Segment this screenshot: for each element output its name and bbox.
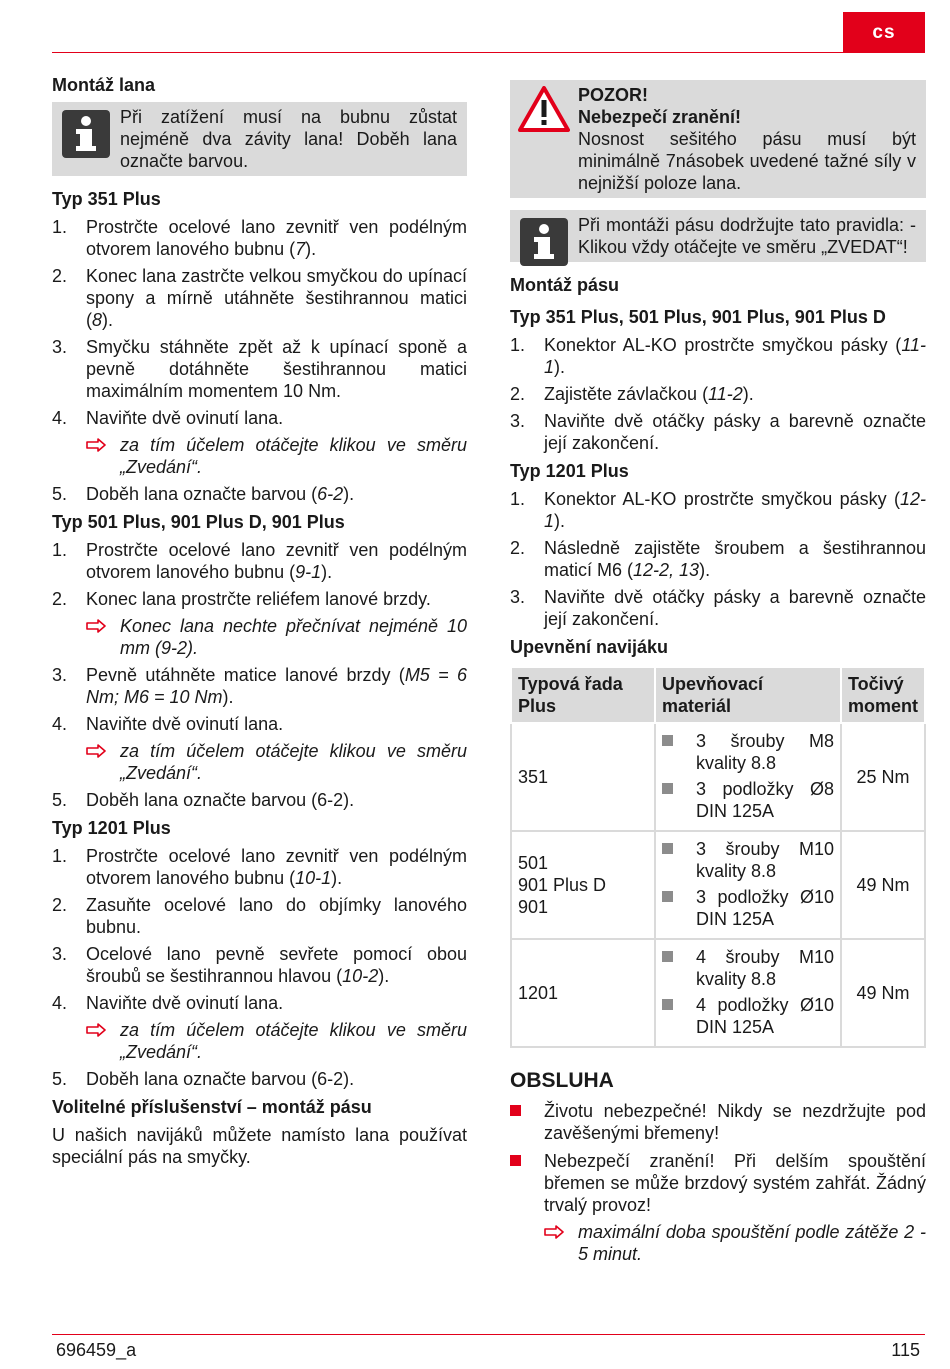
step-text-end: ).	[305, 239, 317, 259]
step-number: 5.	[52, 484, 68, 504]
list-item	[510, 1100, 926, 1144]
warning-text: Nosnost sešitého pásu musí být minimálně 7násobek uvedené tažné síly v nejnižší poloze lana.	[578, 129, 916, 193]
steps-351	[52, 216, 467, 505]
step-text: Pevně utáhněte matice lanové brzdy (	[86, 665, 405, 685]
list-item	[52, 539, 467, 583]
steps-501	[52, 539, 467, 811]
optional-paragraph: U našich navijáků můžete namísto lana používat speciální pás na smyčky.	[52, 1125, 467, 1167]
warning-subtitle: Nebezpečí zranění!	[578, 107, 742, 127]
step-text-end: ).	[554, 357, 566, 377]
step-reference: 7	[295, 239, 306, 259]
heading-type-501: Typ 501 Plus, 901 Plus D, 901 Plus	[52, 512, 345, 532]
bullet-square-icon	[662, 891, 673, 902]
table-cell-material	[655, 831, 841, 939]
result-arrow-icon	[86, 1023, 106, 1037]
step-number: 3.	[52, 665, 68, 685]
step-text: Prostrčte ocelové lano zevnitř ven podélným otvorem lanového bubnu (	[86, 217, 467, 259]
bullet-result	[544, 1221, 926, 1265]
right-column	[510, 80, 926, 1271]
step-text: Ocelové lano pevně sevřete pomocí obou šroubů se šestihrannou hlavou (	[86, 944, 467, 986]
step-result	[86, 615, 467, 659]
info-icon	[520, 218, 568, 266]
result-arrow-icon	[86, 619, 106, 633]
list-item	[52, 265, 467, 331]
step-text-end: ).	[102, 310, 114, 330]
heading-winch-mounting: Upevnění navijáku	[510, 637, 669, 657]
heading-rope-mounting: Montáž lana	[52, 75, 156, 95]
step-text-end: ).	[554, 511, 566, 531]
step-number: 4.	[52, 714, 68, 734]
step-number: 5.	[52, 790, 68, 810]
list-item	[52, 713, 467, 784]
header-rule	[52, 52, 925, 53]
list-item	[52, 943, 467, 987]
heading-type-351: Typ 351 Plus	[52, 189, 161, 209]
red-bullet-icon	[510, 1105, 521, 1116]
step-text: Prostrčte ocelové lano zevnitř ven podélným otvorem lanového bubnu (	[86, 540, 467, 582]
step-text-end: ).	[378, 966, 390, 986]
list-item	[52, 483, 467, 505]
list-item	[52, 845, 467, 889]
material-item	[662, 730, 834, 774]
table-cell-type: 1201	[511, 939, 655, 1047]
info-icon	[62, 110, 110, 158]
bullet-square-icon	[662, 843, 673, 854]
bullet-text: Nebezpečí zranění! Při delším spouštění břemen se může brzdový systém zahřát. Žádný trvalý provoz!	[544, 1151, 926, 1215]
step-result-text: za tím účelem otáčejte klikou ve směru „Zvedání“.	[120, 1020, 467, 1062]
list-item	[52, 588, 467, 659]
step-number: 3.	[510, 411, 526, 431]
step-result-text: Konec lana nechte přečnívat nejméně 10 mm (9-2).	[120, 616, 467, 658]
step-number: 2.	[52, 266, 68, 286]
heading-type-1201: Typ 1201 Plus	[52, 818, 171, 838]
list-item	[510, 488, 926, 532]
table-cell-material	[655, 939, 841, 1047]
step-number: 2.	[510, 384, 526, 404]
table-header: Upevňovací materiál	[655, 667, 841, 723]
material-item	[662, 778, 834, 822]
table-cell-type: 501 901 Plus D 901	[511, 831, 655, 939]
heading-type-belt: Typ 351 Plus, 501 Plus, 901 Plus, 901 Plus D	[510, 307, 886, 327]
step-text: Naviňte dvě ovinutí lana.	[86, 714, 284, 734]
result-arrow-icon	[86, 438, 106, 452]
table-header: Typová řada Plus	[511, 667, 655, 723]
material-item	[662, 994, 834, 1038]
step-text-end: ).	[343, 484, 355, 504]
steps-belt-1201	[510, 488, 926, 630]
table-cell-torque: 49 Nm	[841, 831, 925, 939]
material-text: 4 podložky Ø10 DIN 125A	[695, 995, 834, 1037]
step-number: 4.	[52, 993, 68, 1013]
step-text-end: ).	[222, 687, 234, 707]
step-number: 3.	[52, 944, 68, 964]
steps-belt	[510, 334, 926, 454]
list-item	[52, 664, 467, 708]
step-text: Naviňte dvě otáčky pásky a barevně označte její zakončení.	[544, 411, 926, 453]
step-text: Zajistěte závlačkou (	[544, 384, 709, 404]
step-text: Následně zajistěte šroubem a šestihrannou maticí M6 (	[544, 538, 926, 580]
left-column	[52, 74, 467, 1174]
table-header: Točivý moment	[841, 667, 925, 723]
steps-1201	[52, 845, 467, 1090]
footer-rule	[52, 1334, 925, 1335]
warning-box	[510, 80, 926, 198]
step-number: 5.	[52, 1069, 68, 1089]
info-text: Při montáži pásu dodržujte tato pravidla: - Klikou vždy otáčejte ve směru „ZVEDAT“!	[578, 215, 916, 257]
info-text: Při zatížení musí na bubnu zůstat nejméně dva závity lana! Doběh lana označte barvou.	[120, 107, 457, 171]
list-item	[510, 410, 926, 454]
step-text: Konec lana prostrčte reliéfem lanové brzdy.	[86, 589, 431, 609]
step-text: Doběh lana označte barvou (6-2).	[86, 790, 355, 810]
list-item	[52, 894, 467, 938]
step-result	[86, 740, 467, 784]
bullet-square-icon	[662, 783, 673, 794]
material-text: 4 šrouby M10 kvality 8.8	[695, 947, 834, 989]
step-text-end: ).	[742, 384, 754, 404]
step-reference: 9-1	[295, 562, 322, 582]
step-text: Doběh lana označte barvou (6-2).	[86, 1069, 355, 1089]
warning-triangle-icon	[518, 86, 570, 132]
table-row	[511, 723, 925, 831]
step-reference: 8	[92, 310, 103, 330]
step-number: 1.	[510, 489, 526, 509]
step-text: Konec lana zastrčte velkou smyčkou do upínací spony a mírně utáhněte šestihrannou matici (	[86, 266, 467, 330]
bullet-square-icon	[662, 999, 673, 1010]
step-result	[86, 434, 467, 478]
step-text-end: ).	[699, 560, 711, 580]
warning-title: POZOR!	[578, 85, 648, 105]
step-text: Naviňte dvě ovinutí lana.	[86, 993, 284, 1013]
list-item	[52, 1068, 467, 1090]
step-text-end: ).	[321, 562, 333, 582]
table-row	[511, 939, 925, 1047]
step-number: 1.	[52, 540, 68, 560]
step-reference: 6-2	[317, 484, 344, 504]
heading-optional-accessories: Volitelné příslušenství – montáž pásu	[52, 1097, 372, 1117]
material-item	[662, 946, 834, 990]
step-reference: 10-2	[342, 966, 379, 986]
step-text: Prostrčte ocelové lano zevnitř ven podélným otvorem lanového bubnu (	[86, 846, 467, 888]
step-reference: M5 = 6 Nm; M6 = 10 Nm	[86, 665, 467, 707]
document-number: 696459_a	[56, 1340, 137, 1360]
material-text: 3 šrouby M8 kvality 8.8	[695, 731, 834, 773]
step-text: Konektor AL-KO prostrčte smyčkou pásky (	[544, 335, 902, 355]
material-text: 3 podložky Ø10 DIN 125A	[695, 887, 834, 929]
heading-operation: OBSLUHA	[510, 1069, 614, 1092]
list-item	[52, 992, 467, 1063]
step-number: 1.	[510, 335, 526, 355]
list-item	[510, 383, 926, 405]
list-item	[510, 537, 926, 581]
list-item	[510, 334, 926, 378]
table-row	[511, 831, 925, 939]
bullet-result-text: maximální doba spouštění podle zátěže 2 - 5 minut.	[578, 1222, 926, 1264]
material-text: 3 podložky Ø8 DIN 125A	[695, 779, 834, 821]
material-text: 3 šrouby M10 kvality 8.8	[695, 839, 834, 881]
bullet-square-icon	[662, 951, 673, 962]
step-text: Naviňte dvě ovinutí lana.	[86, 408, 284, 428]
step-reference: 11-1	[544, 335, 926, 377]
language-tab: cs	[843, 12, 925, 53]
step-text: Konektor AL-KO prostrčte smyčkou pásky (	[544, 489, 900, 509]
step-text: Zasuňte ocelové lano do objímky lanového bubnu.	[86, 895, 467, 937]
list-item	[510, 586, 926, 630]
result-arrow-icon	[544, 1225, 564, 1239]
table-cell-type: 351	[511, 723, 655, 831]
step-text: Smyčku stáhněte zpět až k upínací sponě a pevně dotáhněte šestihrannou matici maximálním momentem 10 Nm.	[86, 337, 467, 401]
list-item	[510, 1150, 926, 1265]
page-number: 115	[891, 1340, 920, 1360]
list-item	[52, 789, 467, 811]
list-item	[52, 407, 467, 478]
step-text: Naviňte dvě otáčky pásky a barevně označte její zakončení.	[544, 587, 926, 629]
step-number: 2.	[52, 589, 68, 609]
list-item	[52, 216, 467, 260]
step-result-text: za tím účelem otáčejte klikou ve směru „Zvedání“.	[120, 435, 467, 477]
step-number: 3.	[52, 337, 68, 357]
step-result	[86, 1019, 467, 1063]
step-reference: 10-1	[295, 868, 332, 888]
table-cell-torque: 49 Nm	[841, 939, 925, 1047]
table-cell-material	[655, 723, 841, 831]
list-item	[52, 336, 467, 402]
step-reference: 11-2	[708, 384, 743, 404]
table-cell-torque: 25 Nm	[841, 723, 925, 831]
step-reference: 12-2, 13	[633, 560, 700, 580]
step-number: 3.	[510, 587, 526, 607]
material-item	[662, 838, 834, 882]
step-number: 4.	[52, 408, 68, 428]
operation-list	[510, 1100, 926, 1265]
info-box	[52, 102, 467, 176]
bullet-square-icon	[662, 735, 673, 746]
bullet-text: Životu nebezpečné! Nikdy se nezdržujte pod zavěšenými břemeny!	[544, 1101, 926, 1143]
step-number: 1.	[52, 846, 68, 866]
heading-belt-mounting: Montáž pásu	[510, 275, 620, 295]
red-bullet-icon	[510, 1155, 521, 1166]
step-text-end: ).	[331, 868, 343, 888]
step-number: 2.	[52, 895, 68, 915]
material-item	[662, 886, 834, 930]
step-number: 2.	[510, 538, 526, 558]
mounting-table	[510, 666, 926, 1048]
info-box-belt	[510, 210, 926, 262]
step-result-text: za tím účelem otáčejte klikou ve směru „Zvedání“.	[120, 741, 467, 783]
step-number: 1.	[52, 217, 68, 237]
step-text: Doběh lana označte barvou (	[86, 484, 318, 504]
step-reference: 12-1	[544, 489, 926, 531]
heading-type-belt-1201: Typ 1201 Plus	[510, 461, 629, 481]
result-arrow-icon	[86, 744, 106, 758]
